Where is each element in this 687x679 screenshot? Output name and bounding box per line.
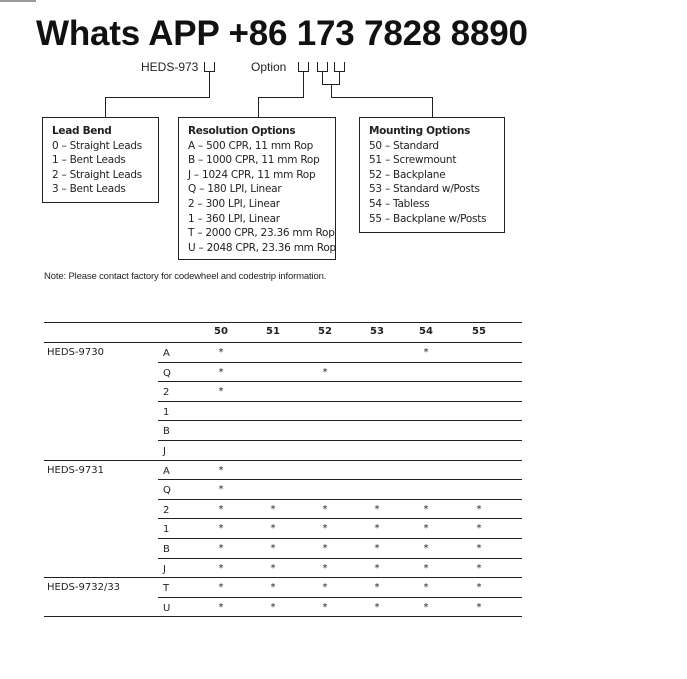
available-mark: * <box>374 582 380 594</box>
table-row <box>44 461 522 481</box>
lead-bend-title: Lead Bend <box>52 125 112 137</box>
available-mark: * <box>270 503 276 515</box>
available-mark: * <box>476 582 482 594</box>
connector-res-h <box>258 97 304 98</box>
mounting-item: 55 – Backplane w/Posts <box>369 212 487 225</box>
table-row <box>44 402 522 422</box>
available-mark: * <box>423 503 429 515</box>
resolution-title: Resolution Options <box>188 125 296 137</box>
matrix-header <box>44 322 522 343</box>
mounting-item: 52 – Backplane <box>369 168 446 181</box>
table-row <box>44 363 522 383</box>
mounting-item: 54 – Tabless <box>369 197 430 210</box>
mounting-item: 50 – Standard <box>369 139 439 152</box>
available-mark: * <box>423 582 429 594</box>
resolution-letter: Q <box>163 367 171 379</box>
mounting-item: 53 – Standard w/Posts <box>369 183 480 196</box>
available-mark: * <box>476 523 482 535</box>
available-mark: * <box>476 562 482 574</box>
model-label: HEDS-9730 <box>47 347 104 358</box>
resolution-letter: U <box>163 602 171 614</box>
table-row <box>44 559 522 579</box>
available-mark: * <box>322 542 328 554</box>
resolution-item: 2 – 300 LPI, Linear <box>188 197 280 210</box>
connector-mount-v1 <box>322 72 323 84</box>
available-mark: * <box>476 542 482 554</box>
available-mark: * <box>270 562 276 574</box>
available-mark: * <box>270 523 276 535</box>
table-row <box>44 500 522 520</box>
option-label: Option <box>251 60 287 74</box>
available-mark: * <box>423 523 429 535</box>
column-header-53: 53 <box>370 326 384 337</box>
available-mark: * <box>374 562 380 574</box>
mounting-digit-box-1 <box>317 62 328 72</box>
available-mark: * <box>322 366 328 378</box>
available-mark: * <box>322 582 328 594</box>
table-row <box>44 598 522 618</box>
available-mark: * <box>322 601 328 613</box>
resolution-letter: J <box>163 563 166 575</box>
resolution-letter: 1 <box>163 524 170 536</box>
mounting-box <box>359 117 505 233</box>
resolution-letter: T <box>163 583 170 595</box>
resolution-item: T – 2000 CPR, 23.36 mm Rop <box>188 227 335 240</box>
available-mark: * <box>218 464 224 476</box>
resolution-box <box>178 117 336 260</box>
available-mark: * <box>270 542 276 554</box>
available-mark: * <box>218 347 224 358</box>
mounting-digit-box-2 <box>334 62 345 72</box>
available-mark: * <box>423 542 429 554</box>
available-mark: * <box>218 523 224 535</box>
resolution-item: B – 1000 CPR, 11 mm Rop <box>188 154 320 167</box>
available-mark: * <box>374 523 380 535</box>
table-row <box>44 343 522 363</box>
connector-res-v1 <box>303 72 304 98</box>
table-row <box>44 382 522 402</box>
resolution-item: 1 – 360 LPI, Linear <box>188 212 280 225</box>
available-mark: * <box>218 582 224 594</box>
connector-mount-v4 <box>432 97 433 117</box>
table-row <box>44 539 522 559</box>
column-header-50: 50 <box>214 326 228 337</box>
available-mark: * <box>423 562 429 574</box>
available-mark: * <box>423 601 429 613</box>
available-mark: * <box>218 386 224 398</box>
available-mark: * <box>218 366 224 378</box>
connector-res-v2 <box>258 97 259 117</box>
available-mark: * <box>374 503 380 515</box>
option-matrix <box>44 322 522 617</box>
available-mark: * <box>218 601 224 613</box>
available-mark: * <box>218 503 224 515</box>
column-header-52: 52 <box>318 326 332 337</box>
resolution-letter: 1 <box>163 406 170 418</box>
resolution-letter: 2 <box>163 387 170 399</box>
resolution-letter: 2 <box>163 504 170 516</box>
lead-bend-item: 2 – Straight Leads <box>52 168 143 181</box>
resolution-letter: B <box>163 426 170 438</box>
resolution-letter: Q <box>163 485 171 497</box>
available-mark: * <box>270 601 276 613</box>
connector-mount-v2 <box>339 72 340 84</box>
factory-note: Note: Please contact factory for codewheel and codestrip information. <box>44 271 327 282</box>
available-mark: * <box>476 601 482 613</box>
connector-mount-v3 <box>331 84 332 98</box>
available-mark: * <box>322 503 328 515</box>
model-label: HEDS-9732/33 <box>47 582 121 594</box>
column-header-55: 55 <box>472 326 486 337</box>
available-mark: * <box>476 503 482 515</box>
resolution-letter: J <box>163 445 166 457</box>
lead-bend-item: 0 – Straight Leads <box>52 139 143 152</box>
table-row <box>44 441 522 461</box>
resolution-letter: A <box>163 465 170 477</box>
table-row <box>44 421 522 441</box>
table-row <box>44 480 522 500</box>
resolution-item: U – 2048 CPR, 23.36 mm Rop <box>188 241 336 254</box>
lead-bend-box <box>42 117 159 203</box>
lead-bend-digit-box <box>204 62 215 72</box>
resolution-item: Q – 180 LPI, Linear <box>188 183 282 196</box>
table-row <box>44 578 522 598</box>
resolution-item: J – 1024 CPR, 11 mm Rop <box>188 168 316 181</box>
available-mark: * <box>218 562 224 574</box>
connector-lead-v2 <box>105 97 106 117</box>
available-mark: * <box>322 523 328 535</box>
matrix-body <box>44 343 522 617</box>
available-mark: * <box>423 347 429 358</box>
resolution-digit-box <box>298 62 309 72</box>
available-mark: * <box>218 484 224 496</box>
lead-bend-item: 1 – Bent Leads <box>52 154 126 167</box>
available-mark: * <box>374 601 380 613</box>
column-header-54: 54 <box>419 326 433 337</box>
mounting-item: 51 – Screwmount <box>369 154 457 167</box>
available-mark: * <box>374 542 380 554</box>
lead-bend-item: 3 – Bent Leads <box>52 183 126 196</box>
connector-lead-v1 <box>209 72 210 98</box>
row-divider <box>44 616 522 617</box>
available-mark: * <box>270 582 276 594</box>
corner-mark <box>0 0 36 2</box>
available-mark: * <box>218 542 224 554</box>
mounting-title: Mounting Options <box>369 125 471 137</box>
table-row <box>44 519 522 539</box>
connector-mount-h <box>331 97 433 98</box>
whatsapp-watermark: Whats APP +86 173 7828 8890 <box>36 14 528 53</box>
model-label: HEDS-9731 <box>47 464 104 476</box>
resolution-letter: A <box>163 348 170 359</box>
resolution-letter: B <box>163 543 170 555</box>
available-mark: * <box>322 562 328 574</box>
column-header-51: 51 <box>266 326 280 337</box>
part-number-prefix: HEDS-973 <box>141 60 199 74</box>
connector-lead-h <box>105 97 210 98</box>
resolution-item: A – 500 CPR, 11 mm Rop <box>188 139 314 152</box>
